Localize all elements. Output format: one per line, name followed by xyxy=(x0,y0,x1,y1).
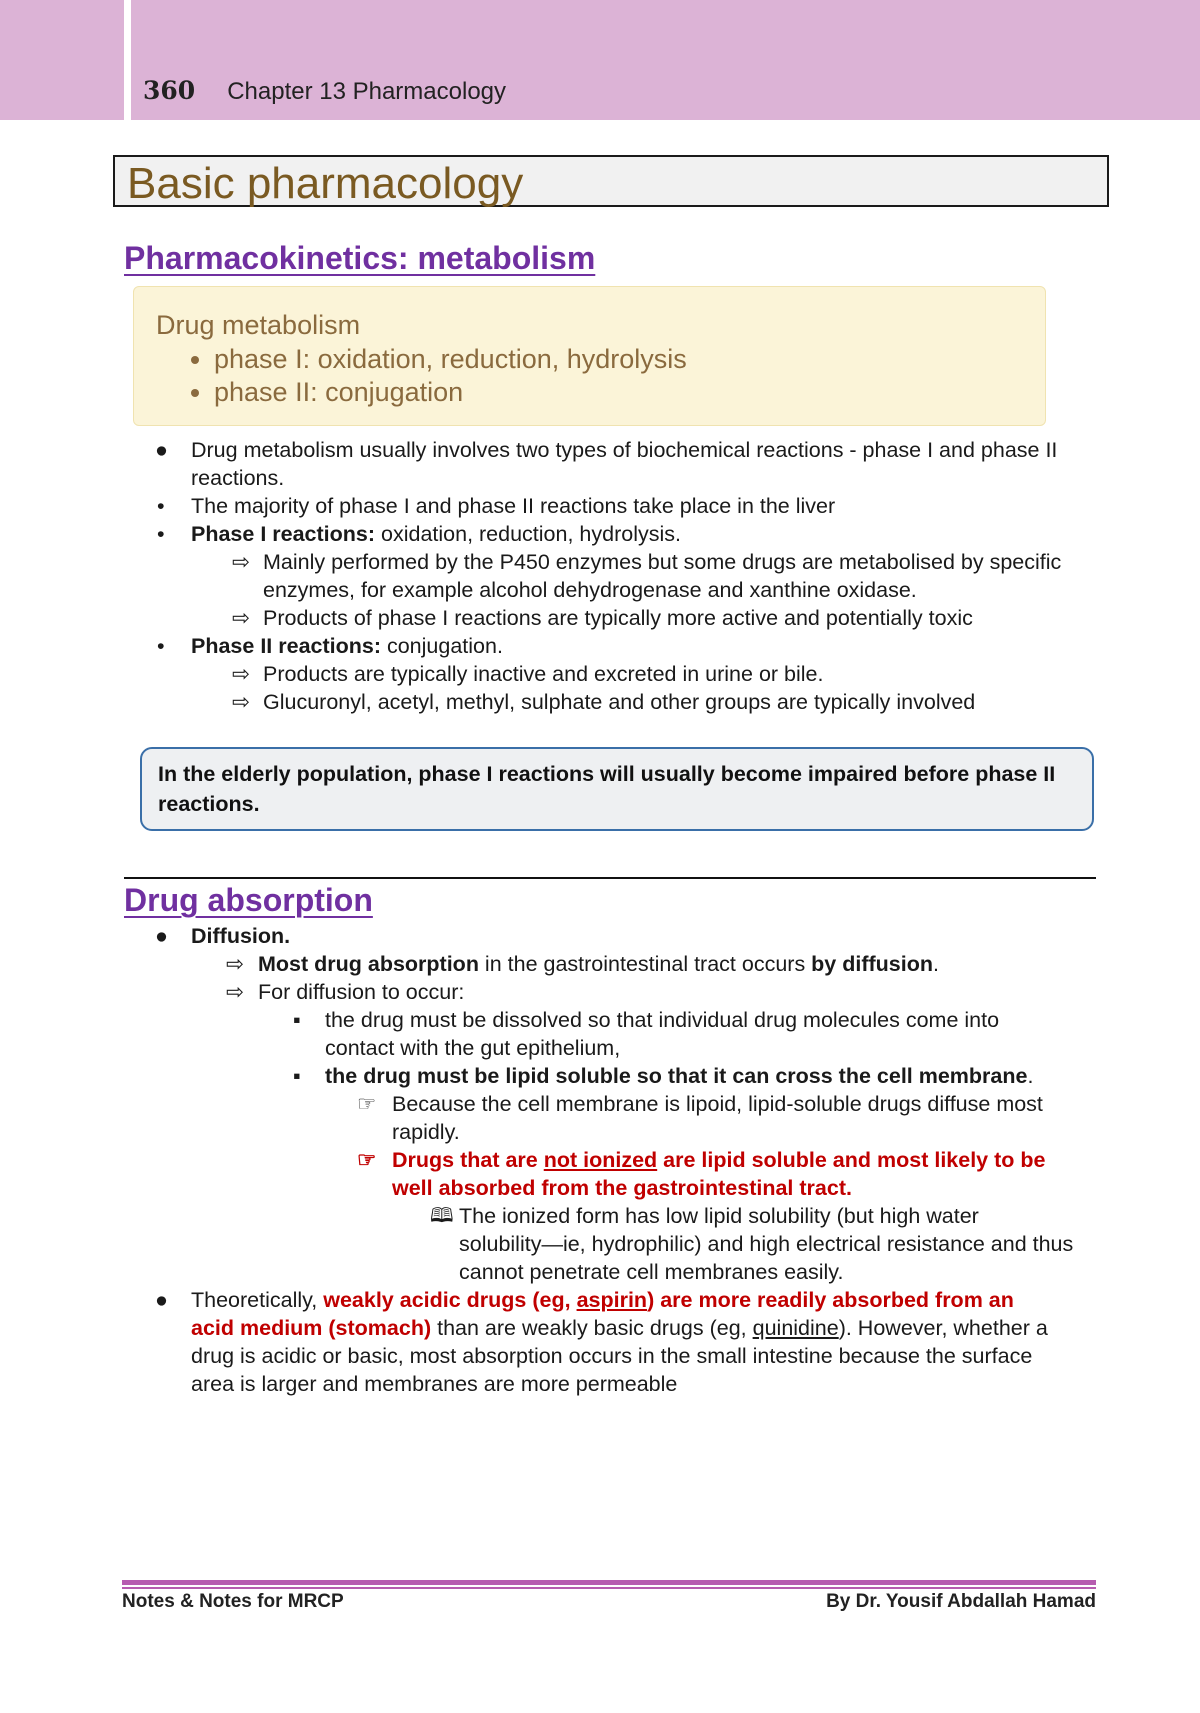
list-item-cont xyxy=(191,1314,1048,1342)
callout-box xyxy=(140,747,1094,831)
list-item xyxy=(191,1286,1014,1314)
footer-right-text: By Dr. Yousif Abdallah Hamad xyxy=(826,1591,1096,1612)
list-item: For diffusion to occur: xyxy=(258,980,465,1004)
square-bullet-icon: ▪ xyxy=(293,1008,301,1032)
list-item-cont: reactions. xyxy=(191,466,285,490)
list-item: The ionized form has low lipid solubility (but high water xyxy=(459,1204,979,1228)
page-title: Basic pharmacology xyxy=(127,159,524,208)
list-item-cont: cannot penetrate cell membranes easily. xyxy=(459,1260,844,1284)
list-item-cont: well absorbed from the gastrointestinal tract. xyxy=(392,1176,852,1200)
list-item: Mainly performed by the P450 enzymes but some drugs are metabolised by specific xyxy=(263,550,1062,574)
list-item: Products are typically inactive and excreted in urine or bile. xyxy=(263,662,824,686)
bullet-icon: • xyxy=(157,494,165,518)
footer-left-text: Notes & Notes for MRCP xyxy=(122,1591,344,1612)
chapter-title: Chapter 13 Pharmacology xyxy=(227,78,507,105)
bullet-icon: • xyxy=(157,634,165,658)
emphasis-text: weakly acidic drugs (eg, xyxy=(323,1288,577,1312)
list-item-cont: rapidly. xyxy=(392,1120,460,1144)
list-item-cont: drug is acidic or basic, most absorption occurs in the small intestine because the surface xyxy=(191,1344,1033,1368)
running-header xyxy=(143,76,506,106)
emphasis-text: by diffusion xyxy=(811,952,933,976)
underlined-text: aspirin xyxy=(576,1288,648,1312)
plain-text: . xyxy=(1027,1064,1034,1088)
bullet-icon: ● xyxy=(155,1288,168,1312)
callout-text: In the elderly population, phase I reactions will usually become impaired before phase II reactions. xyxy=(158,762,1056,816)
phase2-label: Phase II reactions: xyxy=(191,634,381,658)
page-title-box xyxy=(113,155,1109,207)
list-item xyxy=(191,520,681,548)
section-heading-absorption: Drug absorption xyxy=(124,882,373,918)
list-item: Glucuronyl, acetyl, methyl, sulphate and other groups are typically involved xyxy=(263,690,976,714)
plain-text: in the gastrointestinal tract occurs xyxy=(478,952,812,976)
section-divider xyxy=(124,877,1096,879)
arrow-icon: ⇨ xyxy=(232,662,251,686)
emphasis-text: Drugs that are xyxy=(392,1148,544,1172)
list-item: Products of phase I reactions are typically more active and potentially toxic xyxy=(263,606,973,630)
summary-item: • phase I: oxidation, reduction, hydrolysis xyxy=(214,343,687,376)
square-bullet-icon: ▪ xyxy=(293,1064,301,1088)
book-icon: 🕮 xyxy=(430,1205,454,1227)
list-item xyxy=(258,950,939,978)
phase2-text: conjugation. xyxy=(381,634,503,658)
emphasis-text: Most drug absorption xyxy=(258,952,479,976)
footer-rule-thin xyxy=(122,1587,1096,1589)
summary-item: • phase II: conjugation xyxy=(214,376,687,409)
underlined-text: not ionized xyxy=(543,1148,658,1172)
emphasis-text: the drug must be lipid soluble so that it can cross the cell membrane xyxy=(325,1064,1028,1088)
page-number: 360 xyxy=(143,76,196,105)
section-heading-metabolism: Pharmacokinetics: metabolism xyxy=(124,240,596,276)
arrow-icon: ⇨ xyxy=(226,980,245,1004)
arrow-icon: ⇨ xyxy=(232,550,251,574)
bullet-icon: ● xyxy=(155,924,168,948)
plain-text: Theoretically, xyxy=(191,1288,324,1312)
plain-text: ). However, whether a xyxy=(838,1316,1048,1340)
bullet-icon: • xyxy=(157,522,165,546)
pointing-hand-icon: ☞ xyxy=(357,1092,377,1116)
summary-box xyxy=(133,286,1046,426)
emphasis-text: ) are more readily absorbed from an xyxy=(647,1288,1014,1312)
list-item-cont: contact with the gut epithelium, xyxy=(325,1036,621,1060)
underlined-text: quinidine xyxy=(752,1316,839,1340)
list-item-cont: solubility—ie, hydrophilic) and high electrical resistance and thus xyxy=(459,1232,1074,1256)
emphasis-text: acid medium (stomach) xyxy=(191,1316,432,1340)
list-item-cont: enzymes, for example alcohol dehydrogenase and xanthine oxidase. xyxy=(263,578,917,602)
phase1-label: Phase I reactions: xyxy=(191,522,376,546)
phase1-text: oxidation, reduction, hydrolysis. xyxy=(375,522,681,546)
plain-text: . xyxy=(933,952,939,976)
header-band-left xyxy=(0,0,124,120)
list-item: Drug metabolism usually involves two types of biochemical reactions - phase I and phase II xyxy=(191,438,1058,462)
footer-rule xyxy=(122,1580,1096,1585)
emphasis-text: are lipid soluble and most likely to be xyxy=(657,1148,1046,1172)
bullet-icon: ● xyxy=(155,438,168,462)
arrow-icon: ⇨ xyxy=(232,606,251,630)
list-item-cont: area is larger and membranes are more permeable xyxy=(191,1372,678,1396)
arrow-icon: ⇨ xyxy=(232,690,251,714)
list-item: The majority of phase I and phase II reactions take place in the liver xyxy=(191,494,836,518)
list-item: Because the cell membrane is lipoid, lipid-soluble drugs diffuse most xyxy=(392,1092,1043,1116)
plain-text: than are weakly basic drugs (eg, xyxy=(431,1316,753,1340)
summary-title: Drug metabolism xyxy=(156,310,361,340)
list-item: Diffusion. xyxy=(191,924,291,948)
arrow-icon: ⇨ xyxy=(226,952,245,976)
list-item: the drug must be dissolved so that individual drug molecules come into xyxy=(325,1008,1000,1032)
list-item xyxy=(191,632,503,660)
list-item xyxy=(325,1062,1033,1090)
list-item xyxy=(392,1146,1045,1174)
pointing-hand-icon: ☞ xyxy=(357,1148,377,1172)
summary-list xyxy=(182,343,687,409)
